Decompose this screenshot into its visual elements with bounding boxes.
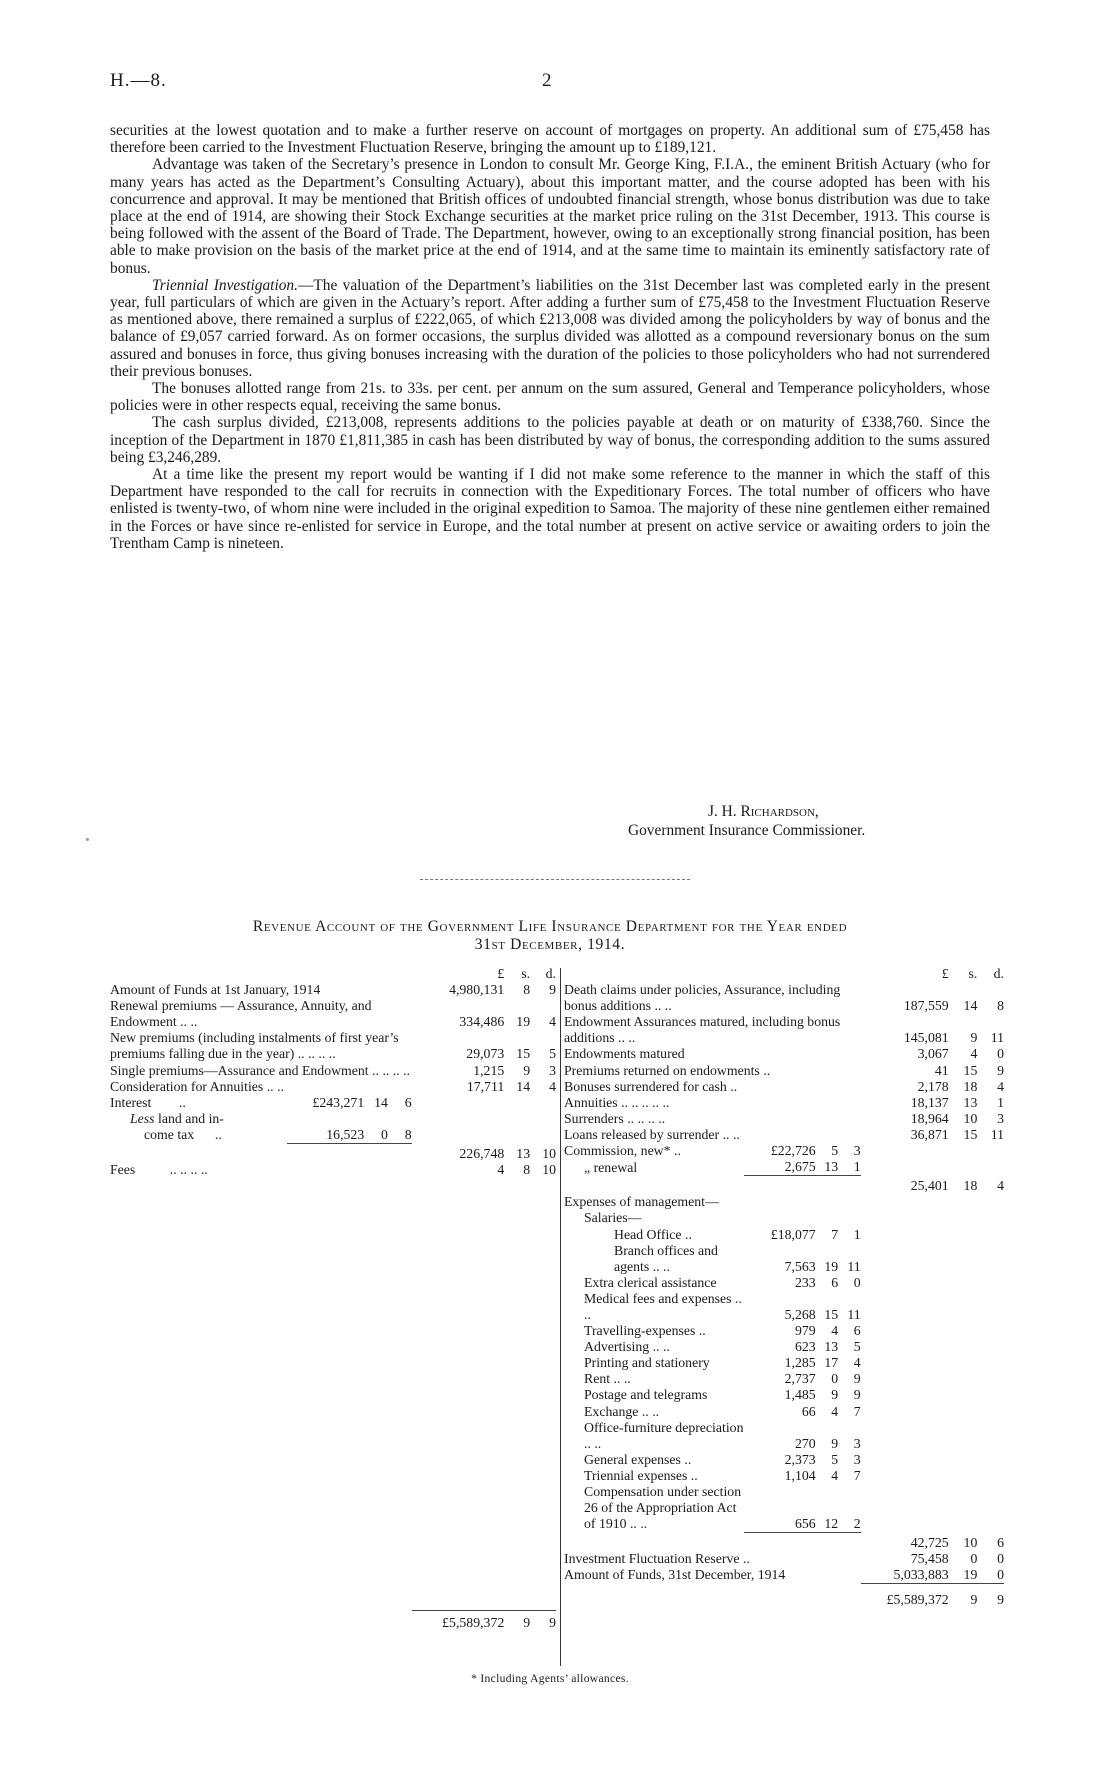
account-title-line: Revenue Account of the Government Life Insurance Department for the Year ended	[252, 918, 848, 935]
pence-header: d.	[545, 966, 556, 981]
table-row: Consideration for Annuities .. .. 17,711 14 4	[110, 1078, 556, 1094]
shillings-header: s.	[968, 966, 978, 981]
paragraph	[110, 277, 990, 380]
column-separator	[560, 968, 561, 1666]
table-row: Fees .. .. .. .. 4 8 10	[110, 1162, 556, 1178]
payments-table	[564, 966, 1004, 1608]
table-row: Endowments matured 3,067 4 0	[564, 1046, 1004, 1062]
table-row: Commission, new* .. £22,726 5 3	[564, 1143, 861, 1159]
table-row: 42,725 10 6	[910, 1534, 1004, 1550]
receipts-total: £5,589,372	[442, 1614, 505, 1630]
document-reference: H.—8.	[110, 70, 167, 91]
signature-block	[628, 802, 998, 840]
table-row: Loans released by surrender .. .. 36,871 15 11	[564, 1126, 1004, 1142]
table-row: Triennial expenses .. 1,104 4 7	[584, 1467, 861, 1483]
total-row: £5,589,372 9 9	[110, 1615, 556, 1631]
signatory-name: J. H. Richardson,	[708, 803, 819, 820]
table-row: 25,401 18 4	[910, 1178, 1004, 1194]
account-title-line: 31st December, 1914.	[474, 936, 626, 953]
table-row: Investment Fluctuation Reserve .. 75,458 0 0	[564, 1550, 1004, 1566]
report-body	[110, 122, 990, 552]
paragraph: Advantage was taken of the Secretary’s presence in London to consult Mr. George King, F.I.A., the eminent British Actuary (who for many years has acted as the Department’s Consulting Actuary), about this important matter, and the course adopted has been with his concurrence and approval. It may be mentioned that British offices of undoubted financial strength, whose bonus distribution was due to take place at the end of 1914, are showing their Stock Exchange securities at the market price ruling on the 31st December, 1913. This course is being followed with the assent of the Board of Trade. The Department, however, owing to an exceptionally strong financial position, has been able to make provision on the basis of the market price at the end of 1914, and at the same time to maintain its eminently satisfactory rate of bonus.	[110, 156, 990, 277]
signatory-title: Government Insurance Commissioner.	[628, 822, 866, 839]
table-row: Less land and in-	[130, 1110, 224, 1126]
expenses-heading: Expenses of management—	[564, 1194, 719, 1210]
table-row: Rent .. .. 2,737 0 9	[584, 1371, 861, 1387]
table-row: Endowment Assurances matured, including bonus additions .. .. 145,081 9 11	[564, 1014, 1004, 1046]
pounds-header: £	[497, 966, 505, 981]
payments-total: £5,589,372	[886, 1592, 949, 1608]
table-row: Compensation under section 26 of the Appropriation Act of 1910 .. .. 656 12 2	[584, 1484, 861, 1532]
table-row: Office-furniture depreciation .. .. 270 9 3	[584, 1419, 861, 1451]
currency-header-row	[564, 966, 1004, 982]
table-row: Interest .. £243,271 14 6	[110, 1094, 412, 1110]
table-row: „ renewal 2,675 13 1	[584, 1159, 861, 1175]
table-row: Medical fees and expenses .. .. 5,268 15 11	[584, 1290, 861, 1322]
table-row: Postage and telegrams 1,485 9 9	[584, 1387, 861, 1403]
table-row: Bonuses surrendered for cash .. 2,178 18 4	[564, 1078, 1004, 1094]
paragraph-text: —The valuation of the Department’s liabilities on the 31st December last was completed early in the present year, full particulars of which are given in the Actuary’s report. After adding a further sum of £75,458 to the Investment Fluctuation Reserve as mentioned above, there remained a surplus of £222,065, of which £213,008 was divided among the policyholders by way of bonus and the balance of £9,057 carried forward. As on former occasions, the surplus divided was allotted as a compound reversionary bonus on the sum assured and bonuses in force, thus giving bonuses increasing with the duration of the policies to those policyholders who had not surrendered their previous bonuses.	[110, 276, 991, 380]
table-row: Exchange .. .. 66 4 7	[584, 1403, 861, 1419]
shillings-header: s.	[521, 966, 531, 981]
scan-speck	[86, 838, 89, 841]
table-row	[564, 1584, 1004, 1593]
pounds-header: £	[941, 966, 949, 981]
table-row: Amount of Funds at 1st January, 1914 4,980,131 8 9	[110, 982, 556, 998]
section-divider	[420, 879, 690, 880]
table-row: Renewal premiums — Assurance, Annuity, and Endowment .. .. 334,486 19 4	[110, 998, 556, 1030]
pence-header: d.	[993, 966, 1004, 981]
section-heading: Triennial Investigation.	[152, 276, 298, 294]
table-row: Single premiums—Assurance and Endowment .. .. .. .. 1,215 9 3	[110, 1062, 556, 1078]
table-row	[564, 1210, 1004, 1226]
table-row: Advertising .. .. 623 13 5	[584, 1339, 861, 1355]
receipts-table	[110, 966, 556, 1631]
table-row: come tax .. 16,523 0 8	[144, 1126, 412, 1143]
table-row	[564, 1194, 1004, 1210]
table-row: Surrenders .. .. .. .. 18,964 10 3	[564, 1110, 1004, 1126]
paragraph: At a time like the present my report would be wanting if I did not make some reference to the manner in which the staff of this Department have responded to the call for recruits in connection with the Expeditionary Forces. The total number of officers who have enlisted is twenty-two, of whom nine were included in the original expedition to Samoa. The majority of these nine gentlemen either remained in the Forces or have since re-enlisted for service in Europe, and the total number at present on active service or awaiting orders to join the Trentham Camp is nineteen.	[110, 466, 990, 552]
table-row: Travelling-expenses .. 979 4 6	[584, 1323, 861, 1339]
table-row: New premiums (including instalments of first year’s premiums falling due in the year) .. .. .. .. 29,073 15 5	[110, 1030, 556, 1062]
table-row: Annuities .. .. .. .. .. 18,137 13 1	[564, 1094, 1004, 1110]
table-row: Death claims under policies, Assurance, including bonus additions .. .. 187,559 14 8	[564, 982, 1004, 1014]
paragraph: The bonuses allotted range from 21s. to 33s. per cent. per annum on the sum assured, General and Temperance policyholders, whose policies were in other respects equal, receiving the same bonus.	[110, 380, 990, 415]
table-row: 226,748 13 10	[459, 1146, 556, 1162]
table-row: Head Office .. £18,077 7 1	[614, 1226, 861, 1242]
table-row: General expenses .. 2,373 5 3	[584, 1451, 861, 1467]
currency-header-row	[110, 966, 556, 982]
footnote: * Including Agents’ allowances.	[471, 1672, 629, 1685]
total-row: £5,589,372 9 9	[564, 1592, 1004, 1608]
table-row: Amount of Funds, 31st December, 1914 5,033,883 19 0	[564, 1566, 1004, 1583]
page-number: 2	[542, 70, 552, 91]
account-title	[110, 918, 990, 954]
paragraph: The cash surplus divided, £213,008, represents additions to the policies payable at death or on maturity of £338,760. Since the inception of the Department in 1870 £1,811,385 in cash has been distributed by way of bonus, the corresponding addition to the sums assured being £3,246,289.	[110, 414, 990, 466]
table-row: Extra clerical assistance 233 6 0	[584, 1274, 861, 1290]
table-row: Printing and stationery 1,285 17 4	[584, 1355, 861, 1371]
paragraph: securities at the lowest quotation and to make a further reserve on account of mortgages on property. An additional sum of £75,458 has therefore been carried to the Investment Fluctuation Reserve, bringing the amount up to £189,121.	[110, 122, 990, 157]
salaries-heading: Salaries—	[584, 1210, 642, 1226]
table-row: Branch offices and agents .. .. 7,563 19 11	[614, 1242, 861, 1274]
table-row: Premiums returned on endowments .. 41 15 9	[564, 1062, 1004, 1078]
